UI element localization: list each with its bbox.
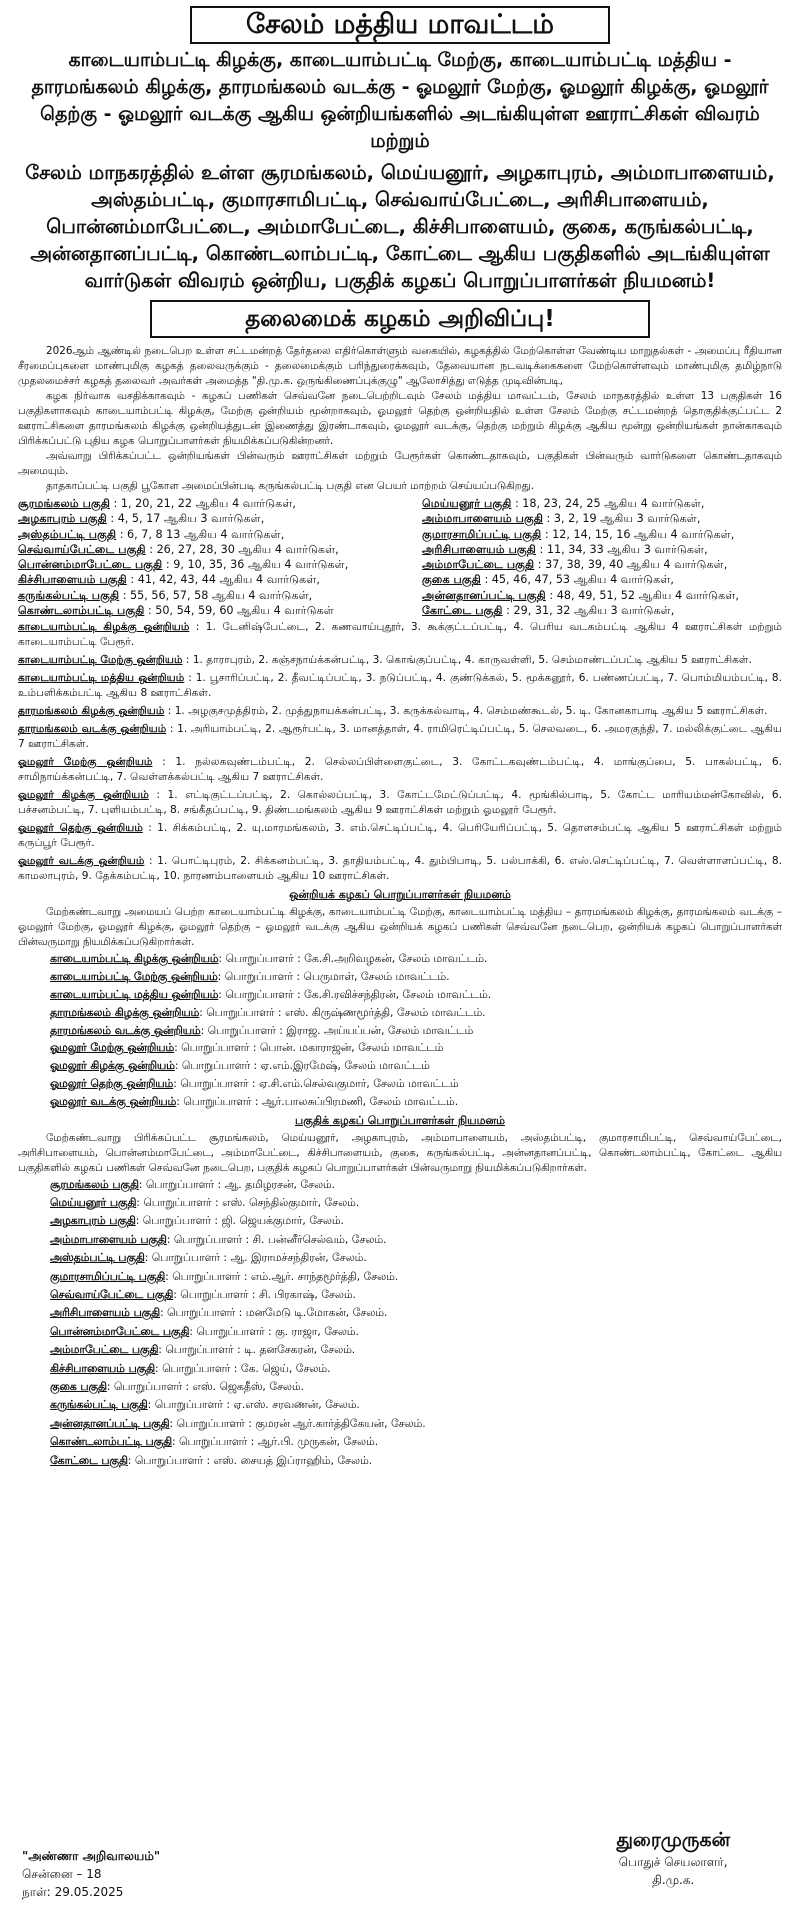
- ward-item: மெய்யனூர் பகுதி : 18, 23, 24, 25 ஆகிய 4 வார்டுகள்,: [422, 497, 705, 510]
- union-appointment: ஓமலூர் தெற்கு ஒன்றியம்: பொறுப்பாளர் : ஏ.சி.எம்.செல்வகுமார், சேலம் மாவட்டம்: [50, 1076, 459, 1090]
- ward-list: [18, 496, 784, 618]
- area-appointment: அஸ்தம்பட்டி பகுதி: பொறுப்பாளர் : ஆ. இராமச்சந்திரன், சேலம்.: [50, 1251, 367, 1265]
- area-appointments-title: பகுதிக் கழகப் பொறுப்பாளர்கள் நியமனம்: [295, 1113, 505, 1127]
- union-item: தாரமங்கலம் வடக்கு ஒன்றியம் : 1. அரியாம்பட்டி, 2. ஆரூர்பட்டி, 3. மானத்தாள், 4. ராமிரெட்டிப்பட்டி, 5. செலவடை, 6. அமரகுந்தி, 7. மல்லிக்குட்டை ஆகிய 7 ஊராட்சிகள்.: [18, 723, 782, 751]
- union-item: தாரமங்கலம் கிழக்கு ஒன்றியம் : 1. அழகுசமுத்திரம், 2. முத்துநாயக்கன்பட்டி, 3. கருக்கல்வாடி, 4. செம்மண்கூடல், 5. டி. கோனகாபாடி ஆகிய 5 ஊராட்சிகள்.: [18, 705, 768, 718]
- union-item: ஓமலூர் கிழக்கு ஒன்றியம் : 1. எட்டிகுட்டப்பட்டி, 2. கொல்லப்பட்டி, 3. கோட்டமேட்டுப்பட்டி, 4. மூங்கில்பாடி, 5. கோட்ட மாரியம்மன்கோவில், 6. பச்சனம்பட்டி, 7. புளியம்பட்டி, 8. சங்கீதப்பட்டி, 9. திண்டமங்கலம் ஆகிய 9 ஊராட்சிகள் மற்றும் ஓமலூர் பேரூர்.: [18, 789, 782, 817]
- area-appointment: செவ்வாய்பேட்டை பகுதி: பொறுப்பாளர் : சி. பிரகாஷ், சேலம்.: [50, 1287, 356, 1301]
- union-item: ஓமலூர் தெற்கு ஒன்றியம் : 1. சிக்கம்பட்டி, 2. யு.மாரமங்கலம், 3. எம்.செட்டிப்பட்டி, 4. பெரியேரிப்பட்டி, 5. தொளசம்பட்டி ஆகிய 5 ஊராட்சிகள் மற்றும் கருப்பூர் பேரூர்.: [18, 822, 783, 850]
- area-appointment: சூரமங்கலம் பகுதி: பொறுப்பாளர் : ஆ. தமிழரசன், சேலம்.: [50, 1177, 336, 1191]
- area-appointment: கிச்சிபாளையம் பகுதி: பொறுப்பாளர் : கே. ஜெய், சேலம்.: [50, 1361, 331, 1375]
- union-appointment: ஓமலூர் மேற்கு ஒன்றியம்: பொறுப்பாளர் : பொன். மகாராஜன், சேலம் மாவட்டம்: [50, 1041, 444, 1055]
- signatory-party: தி.மு.க.: [652, 1873, 695, 1887]
- ward-item: சூரமங்கலம் பகுதி : 1, 20, 21, 22 ஆகிய 4 வார்டுகள்,: [18, 497, 296, 510]
- headquarters-notice-title: தலைமைக் கழகம் அறிவிப்பு!: [150, 300, 650, 338]
- ward-item: அரிசிபாளையம் பகுதி : 11, 34, 33 ஆகிய 3 வார்டுகள்,: [422, 542, 708, 556]
- union-item: காடையாம்பட்டி கிழக்கு ஒன்றியம் : 1. டேனிஷ்பேட்டை, 2. கணவாய்புதூர், 3. கூக்குட்டப்பட்டி, 4. பெரிய வடகம்பட்டி ஆகிய 4 ஊராட்சிகள் மற்றும் காடையாம்பட்டி பேரூர்.: [18, 621, 782, 649]
- ward-item: கருங்கல்பட்டி பகுதி : 55, 56, 57, 58 ஆகிய 4 வார்டுகள்,: [18, 588, 313, 602]
- intro-paragraph-2: கழக நிர்வாக வசதிக்காகவும் - கழகப் பணிகள் செவ்வனே நடைபெற்றிடவும் சேலம் மத்திய மாவட்டம், சேலம் மாநகரத்தில் உள்ள 13 பகுதிகள் 16 பகுதிகளாகவும் காடையாம்பட்டி கிழக்கு, மேற்கு ஒன்றியம் மூன்றாகவும், ஓமலூர் தெற்கு ஒன்றியதில் உள்ள சேலம் மேற்கு சட்டமன்றத் தொகுதிக்குட்பட்ட 2 ஊராட்சிகளை தாரமங்கலம் கிழக்கு ஒன்றியத்துடன் இணைத்து இரண்டாகவும், ஓமலூர் வடக்கு, தெற்கு மற்றும் கிழக்கு ஆகிய மூன்று ஒன்றியங்கள் நான்காகவும் பிரிக்கப்பட்டு புதிய கழக பொறுப்பாளர்கள் நியமிக்கப்படுகின்றனர்.: [18, 390, 782, 447]
- area-appointment: குமாரசாமிப்பட்டி பகுதி: பொறுப்பாளர் : எம்.ஆர். சாந்தமூர்த்தி, சேலம்.: [50, 1269, 399, 1283]
- area-appointments-intro: மேற்கண்டவாறு பிரிக்கப்பட்ட சூரமங்கலம், மெய்யனூர், அழகாபுரம், அம்மாபாளையம், அஸ்தம்பட்டி, குமாரசாமிபட்டி, செவ்வாய்பேட்டை, அரிசிபாளையம், பொன்னம்மாபேட்டை, அம்மாபேட்டை, கிச்சிபாளையம், குகை, கருங்கல்பட்டி, அன்னதானப்பட்டி, கொண்டலாம்பட்டி, கோட்டை ஆகிய பகுதிகளில் கழகப் பணிகள் செவ்வனே நடைபெற, பகுதிக் கழகப் பொறுப்பாளர்கள் பின்வருமாறு நியமிக்கப்படுகிறார்கள்.: [18, 1131, 782, 1174]
- area-appointment: குகை பகுதி: பொறுப்பாளர் : எஸ். ஜெகதீஸ், சேலம்.: [50, 1380, 305, 1394]
- union-item: ஓமலூர் வடக்கு ஒன்றியம் : 1. பொட்டிபுரம், 2. சிக்கனம்பட்டி, 3. தாதியம்பட்டி, 4. தும்பிபாடி, 5. பல்பாக்கி, 6. எஸ்.செட்டிப்பட்டி, 7. வெள்ளாளப்பட்டி, 8. காமலாபுரம், 9. தேக்கம்பட்டி, 10. நாரணம்பாளையம் ஆகிய 10 ஊராட்சிகள்.: [18, 855, 782, 883]
- ward-item: கிச்சிபாளையம் பகுதி : 41, 42, 43, 44 ஆகிய 4 வார்டுகள்,: [18, 573, 320, 587]
- area-appointment: அழகாபுரம் பகுதி: பொறுப்பாளர் : ஜி. ஜெயக்குமார், சேலம்.: [50, 1214, 344, 1228]
- union-appointments-intro: மேற்கண்டவாறு அமையப் பெற்ற காடையாம்பட்டி கிழக்கு, காடையாம்பட்டி மேற்கு, காடையாம்பட்டி மத்திய – தாரமங்கலம் கிழக்கு, தாரமங்கலம் வடக்கு – ஓமலூர் மேற்கு, ஓமலூர் கிழக்கு, ஓமலூர் தெற்கு – ஓமலூர் வடக்கு ஆகிய ஒன்றியக் கழகப் பணிகள் செவ்வனே நடைபெற, ஒன்றியக் கழகப் பொறுப்பாளர்கள் பின்வருமாறு நியமிக்கப்படுகிறார்கள்.: [18, 906, 782, 949]
- area-appointment: கருங்கல்பட்டி பகுதி: பொறுப்பாளர் : ஏ.எஸ். சரவணன், சேலம்.: [50, 1398, 360, 1412]
- notice-date: நாள்: 29.05.2025: [22, 1885, 124, 1899]
- intro-paragraph-3: அவ்வாறு பிரிக்கப்பட்ட ஒன்றியங்கள் பின்வரும் ஊராட்சிகள் மற்றும் பேரூர்கள் கொண்டதாகவும், பகுதிகள் பின்வரும் வார்டுகளை கொண்டதாகவும் அமையும்.: [18, 450, 782, 477]
- signature-block: [616, 1827, 730, 1889]
- union-appointment: காடையாம்பட்டி மேற்கு ஒன்றியம்: பொறுப்பாளர் : பெருமாள், சேலம் மாவட்டம்.: [50, 970, 450, 984]
- union-item: ஓமலூர் மேற்கு ஒன்றியம் : 1. நல்லகவுண்டம்பட்டி, 2. செல்லப்பிள்ளைகுட்டை, 3. கோட்டகவுண்டம்பட்டி, 4. மாங்குப்பை, 5. பாகல்பட்டி, 6. சாமிநாய்க்கன்பட்டி, 7. வெள்ளக்கல்பட்டி ஆகிய 7 ஊராட்சிகள்.: [18, 756, 782, 784]
- footer-address: [22, 1847, 160, 1901]
- ward-item: கோட்டை பகுதி : 29, 31, 32 ஆகிய 3 வார்டுகள்,: [422, 604, 675, 618]
- area-appointment: கொண்டலாம்பட்டி பகுதி: பொறுப்பாளர் : ஆர்.பி. முருகன், சேலம்.: [50, 1435, 379, 1449]
- signatory-role: பொதுச் செயலாளர்,: [618, 1855, 728, 1869]
- area-appointments-list: [10, 1176, 790, 1471]
- ward-item: செவ்வாய்பேட்டை பகுதி : 26, 27, 28, 30 ஆகிய 4 வார்டுகள்,: [18, 542, 339, 556]
- union-item: காடையாம்பட்டி மேற்கு ஒன்றியம் : 1. தாராபுரம், 2. கஞ்சநாய்க்கன்பட்டி, 3. கொங்குப்பட்டி, 4. காருவள்ளி, 5. செம்மாண்டப்பட்டி ஆகிய 5 ஊராட்சிகள்.: [18, 654, 752, 667]
- headline-areas: சேலம் மாநகரத்தில் உள்ள சூரமங்கலம், மெய்யனூர், அழகாபுரம், அம்மாபாளையம், அஸ்தம்பட்டி, குமாரசாமிபட்டி, செவ்வாய்பேட்டை, அரிசிபாளையம், பொன்னம்மாபேட்டை, அம்மாபேட்டை, கிச்சிபாளையம், குகை, கருங்கல்பட்டி, அன்னதானப்பட்டி, கொண்டலாம்பட்டி, கோட்டை ஆகிய பகுதிகளில் அடங்கியுள்ள வார்டுகள் விவரம் ஒன்றிய, பகுதிக் கழகப் பொறுப்பாளர்கள் நியமனம்!: [25, 161, 775, 292]
- signatory-name: துரைமுருகன்: [616, 1829, 730, 1851]
- area-appointment: அம்மாபேட்டை பகுதி: பொறுப்பாளர் : டி. தனசேகரன், சேலம்.: [50, 1343, 356, 1357]
- ward-item: அஸ்தம்பட்டி பகுதி : 6, 7, 8 13 ஆகிய 4 வார்டுகள்,: [18, 527, 285, 541]
- intro-paragraph-1: 2026ஆம் ஆண்டில் நடைபெற உள்ள சட்டமன்றத் தேர்தலை எதிர்கொள்ளும் வகையில், கழகத்தில் மேற்கொள்ள வேண்டிய மாறுதல்கள் - அமைப்பு ரீதியான சீரமைப்புகளை மாண்புமிகு கழகத் தலைவருக்கும் - தலைமைக்கும் பரிந்துரைக்கவும், தேவையான நடவடிக்கைகளை மேற்கொள்ளவும் மாண்புமிகு தமிழ்நாடு முதலமைச்சர் கழகத் தலைவர் அவர்கள் அமைத்த "தி.மு.க. ஒருங்கிணைப்புக்குழு" ஆலோசித்து எடுத்த முடிவின்படி,: [18, 345, 782, 387]
- area-appointment: அன்னதானப்பட்டி பகுதி: பொறுப்பாளர் : குமரன் ஆர்.கார்த்திகேயன், சேலம்.: [50, 1416, 426, 1430]
- union-appointment: ஓமலூர் வடக்கு ஒன்றியம்: பொறுப்பாளர் : ஆர்.பாலசுப்பிரமணி, சேலம் மாவட்டம்.: [50, 1094, 459, 1108]
- union-appointments-list: [10, 950, 790, 1110]
- area-appointment: கோட்டை பகுதி: பொறுப்பாளர் : எஸ். சையத் இப்ராஹிம், சேலம்.: [50, 1453, 373, 1467]
- union-item: காடையாம்பட்டி மத்திய ஒன்றியம் : 1. பூசாரிப்பட்டி, 2. தீவட்டிப்பட்டி, 3. நடுப்பட்டி, 4. குண்டுக்கல், 5. மூக்கனூர், 6. பண்ணப்பட்டி, 7. பொம்மியம்பட்டி, 8. உம்பளிக்கம்பட்டி ஆகிய 8 ஊராட்சிகள்.: [18, 672, 783, 700]
- ward-item: அழகாபுரம் பகுதி : 4, 5, 17 ஆகிய 3 வார்டுகள்,: [18, 512, 265, 526]
- ward-item: அம்மாபேட்டை பகுதி : 37, 38, 39, 40 ஆகிய 4 வார்டுகள்,: [422, 558, 728, 572]
- area-appointment: அம்மாபாளையம் பகுதி: பொறுப்பாளர் : சி. பன்னீர்செல்வம், சேலம்.: [50, 1232, 387, 1246]
- ward-item: குமாரசாமிப்பட்டி பகுதி : 12, 14, 15, 16 ஆகிய 4 வார்டுகள்,: [422, 527, 735, 541]
- ward-item: அம்மாபாளையம் பகுதி : 3, 2, 19 ஆகிய 3 வார்டுகள்,: [422, 512, 701, 526]
- union-appointments-title: ஒன்றியக் கழகப் பொறுப்பாளர்கள் நியமனம்: [289, 888, 511, 902]
- union-appointment: காடையாம்பட்டி கிழக்கு ஒன்றியம்: பொறுப்பாளர் : கே.சி.அறிவழகன், சேலம் மாவட்டம்.: [50, 952, 488, 966]
- ward-item: கொண்டலாம்பட்டி பகுதி : 50, 54, 59, 60 ஆகிய 4 வார்டுகள்: [18, 604, 334, 618]
- ward-item: குகை பகுதி : 45, 46, 47, 53 ஆகிய 4 வார்டுகள்,: [422, 573, 674, 587]
- office-name: "அண்ணா அறிவாலயம்": [22, 1849, 161, 1863]
- union-appointment: தாரமங்கலம் கிழக்கு ஒன்றியம்: பொறுப்பாளர் : எஸ். கிருஷ்ணமூர்த்தி, சேலம் மாவட்டம்.: [50, 1005, 486, 1019]
- area-appointment: பொன்னம்மாபேட்டை பகுதி: பொறுப்பாளர் : கு. ராஜா, சேலம்.: [50, 1324, 359, 1338]
- intro-paragraph-4: தாதகாப்பட்டி பகுதி பூகோள அமைப்பின்படி கருங்கல்பட்டி பகுதி என பெயர் மாற்றம் செய்யப்படுகிறது.: [46, 480, 535, 492]
- area-appointment: அரிசிபாளையம் பகுதி: பொறுப்பாளர் : மனமேடு டி.மோகன், சேலம்.: [50, 1306, 388, 1320]
- union-appointment: தாரமங்கலம் வடக்கு ஒன்றியம்: பொறுப்பாளர் : இராஜ. அய்யப்பன், சேலம் மாவட்டம்: [50, 1023, 474, 1037]
- ward-item: பொன்னம்மாபேட்டை பகுதி : 9, 10, 35, 36 ஆகிய 4 வார்டுகள்,: [18, 558, 349, 572]
- area-appointment: மெய்யனூர் பகுதி: பொறுப்பாளர் : எஸ். செந்தில்குமார், சேலம்.: [50, 1195, 360, 1209]
- office-city: சென்னை – 18: [22, 1867, 102, 1881]
- union-appointment: ஓமலூர் கிழக்கு ஒன்றியம்: பொறுப்பாளர் : ஏ.எம்.இரமேஷ், சேலம் மாவட்டம்: [50, 1059, 430, 1073]
- union-appointment: காடையாம்பட்டி மத்திய ஒன்றியம்: பொறுப்பாளர் : கே.சி.ரவிச்சந்திரன், சேலம் மாவட்டம்.: [50, 987, 492, 1001]
- headline-unions: காடையாம்பட்டி கிழக்கு, காடையாம்பட்டி மேற்கு, காடையாம்பட்டி மத்திய - தாரமங்கலம் கிழக்கு, தாரமங்கலம் வடக்கு - ஓமலூர் மேற்கு, ஓமலூர் கிழக்கு, ஓமலூர் தெற்கு - ஓமலூர் வடக்கு ஆகிய ஒன்றியங்களில் அடங்கியுள்ள ஊராட்சிகள் விவரம் மற்றும்: [31, 49, 769, 152]
- ward-item: அன்னதானப்பட்டி பகுதி : 48, 49, 51, 52 ஆகிய 4 வார்டுகள்,: [422, 588, 739, 602]
- district-title: சேலம் மத்திய மாவட்டம்: [190, 6, 610, 44]
